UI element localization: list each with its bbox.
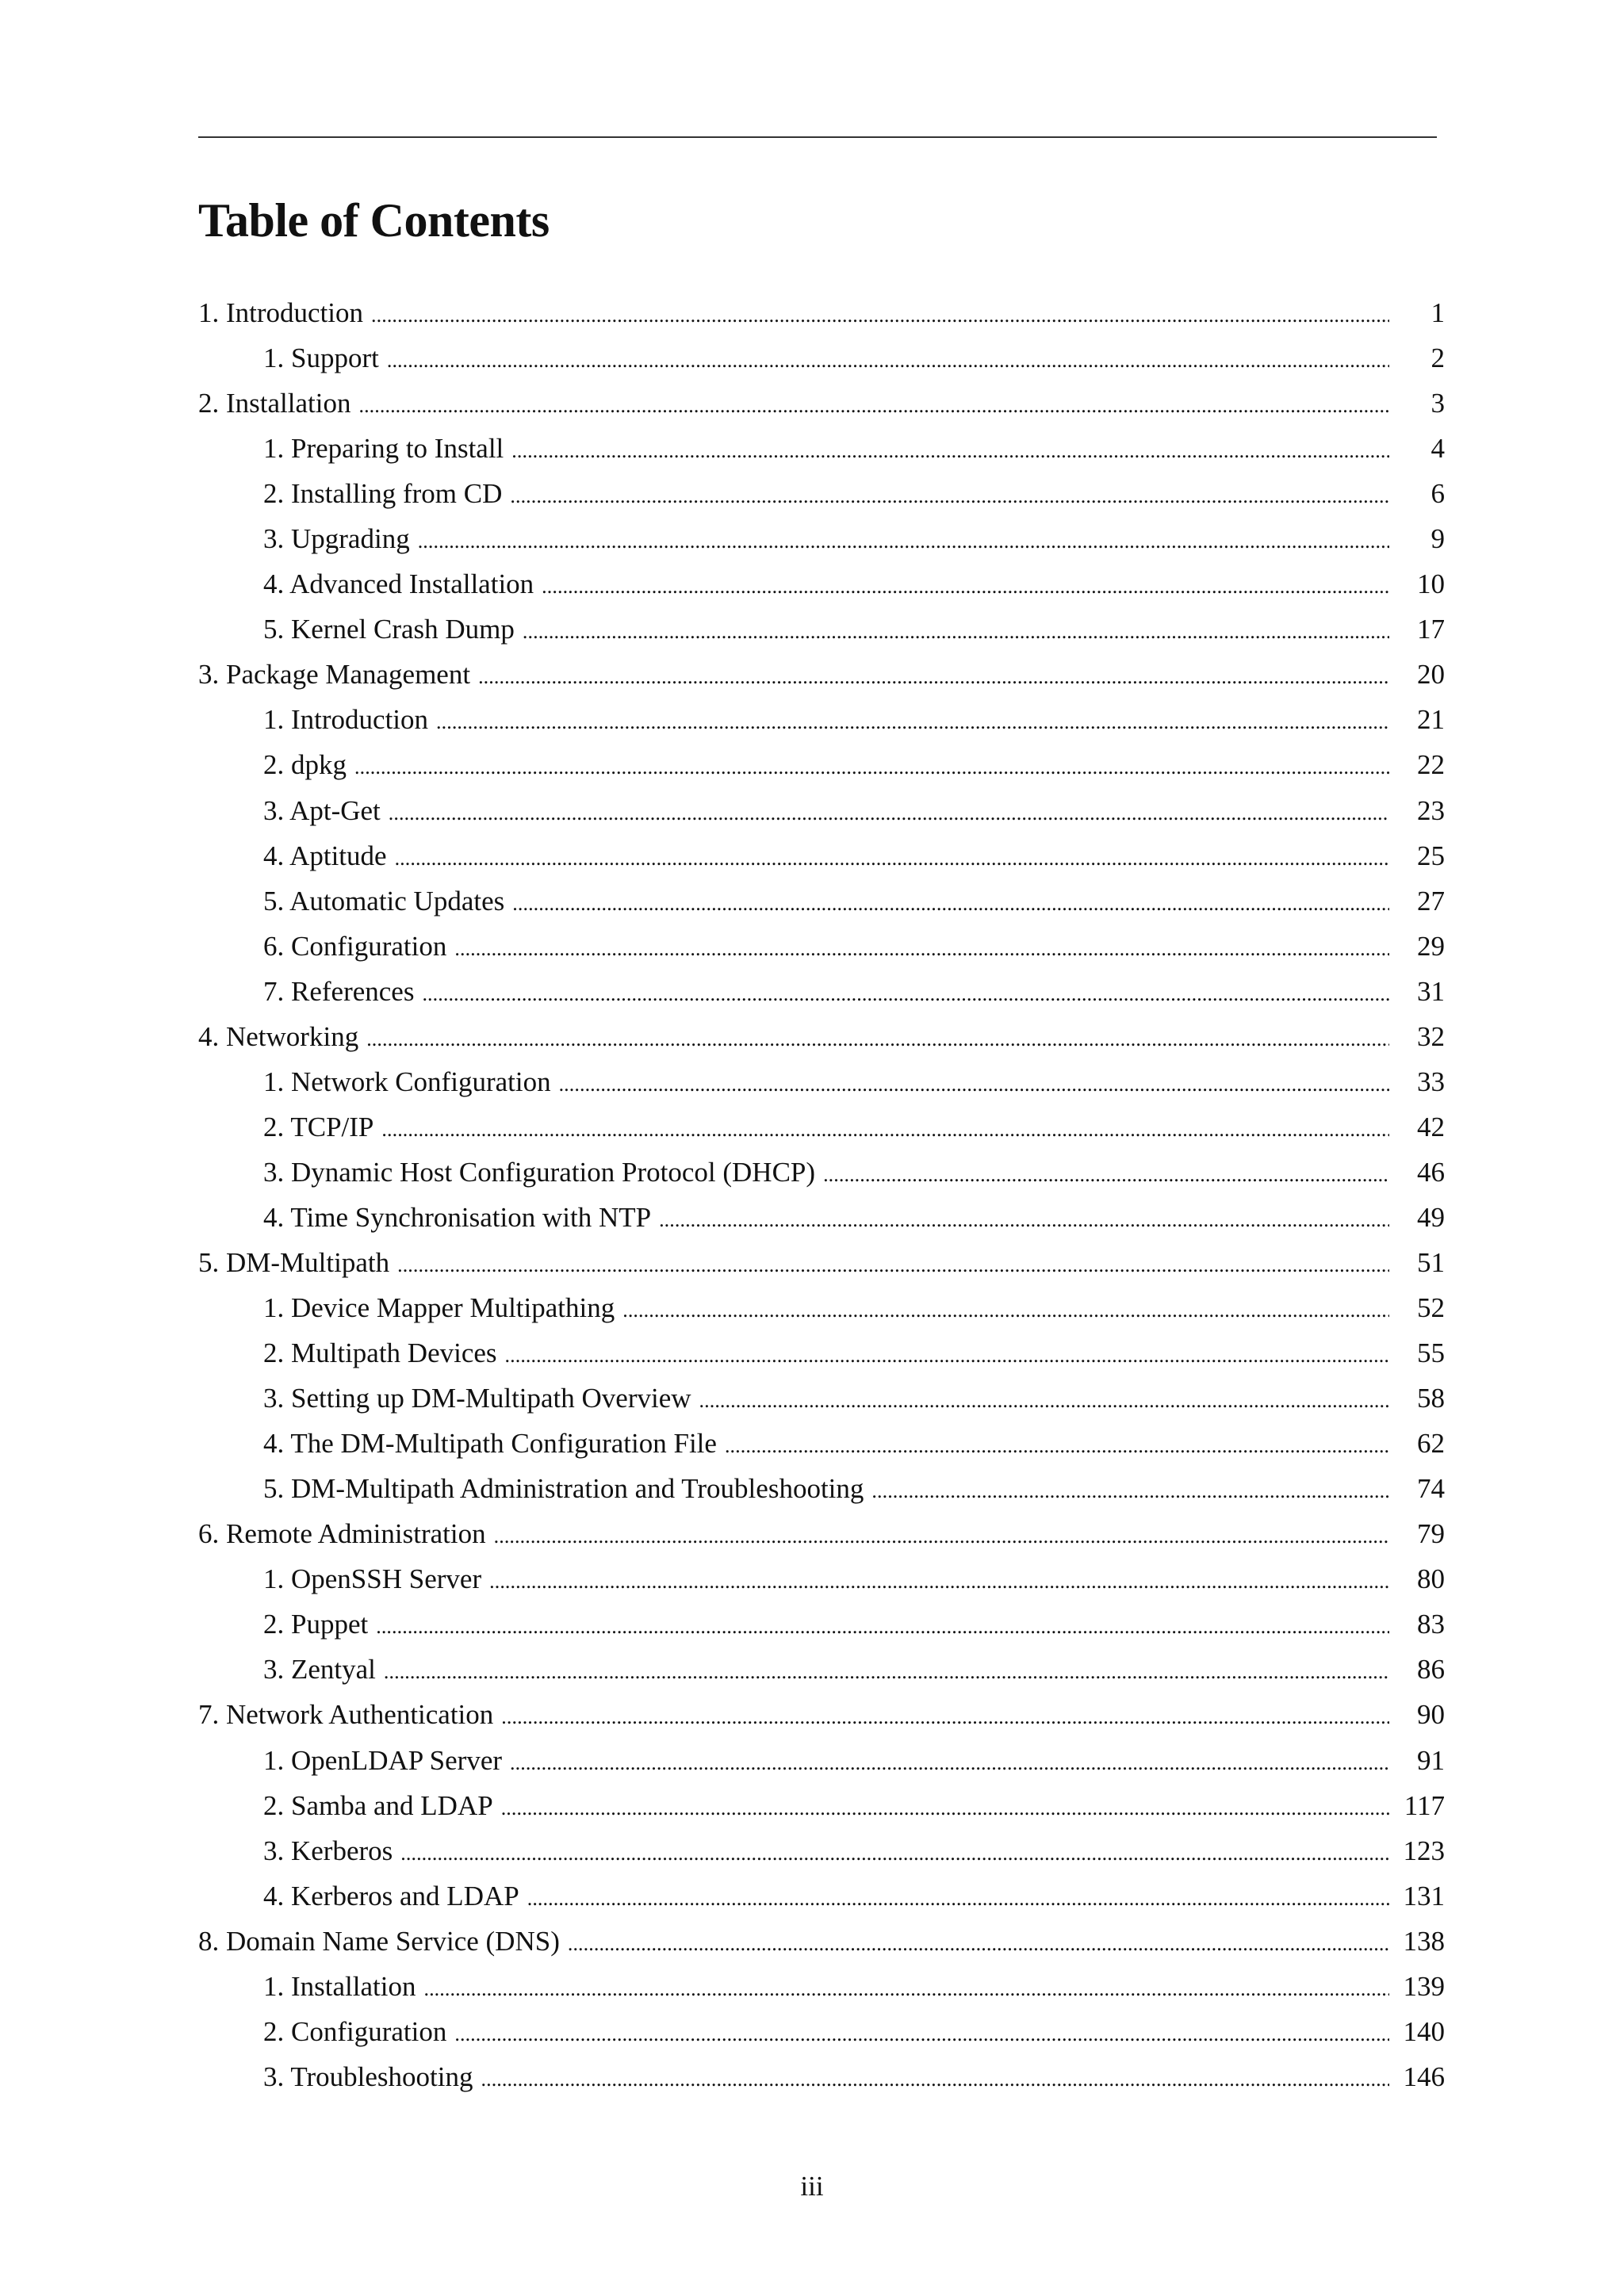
toc-entry-title: 4. Networking [198,1020,359,1052]
toc-entry-title: 4. Aptitude [263,840,387,871]
toc-section-entry[interactable] [198,1783,1445,1828]
toc-entry-page-number: 62 [1417,1428,1445,1460]
toc-dot-leader [542,561,1389,607]
toc-entry-page-number: 9 [1431,523,1445,555]
toc-entry-title: 3. Setting up DM-Multipath Overview [263,1383,691,1414]
toc-dot-leader [527,1873,1389,1919]
toc-dot-leader [400,1828,1389,1873]
toc-entry-page-number: 17 [1417,614,1445,645]
toc-entry-title: 5. Kernel Crash Dump [263,614,515,645]
toc-section-entry[interactable] [198,1059,1445,1104]
toc-dot-leader [568,1919,1389,1964]
toc-dot-leader [481,2054,1390,2099]
toc-section-entry[interactable] [198,1601,1445,1647]
toc-entry-title: 1. Introduction [198,297,364,328]
toc-section-entry[interactable] [198,1466,1445,1511]
toc-dot-leader [354,742,1389,787]
toc-entry-page-number: 25 [1417,840,1445,871]
toc-dot-leader [366,1014,1389,1059]
toc-dot-leader [659,1195,1389,1240]
toc-entry-page-number: 29 [1417,930,1445,962]
toc-section-entry[interactable] [198,516,1445,561]
toc-entry-page-number: 49 [1417,1201,1445,1233]
toc-dot-leader [511,426,1389,471]
toc-entry-page-number: 138 [1403,1925,1445,1957]
toc-entry-page-number: 23 [1417,794,1445,826]
toc-entry-page-number: 117 [1404,1789,1445,1821]
toc-section-entry[interactable] [198,833,1445,878]
toc-section-entry[interactable] [198,607,1445,652]
page-number: iii [800,2171,824,2202]
toc-entry-title: 1. Introduction [263,704,429,736]
toc-dot-leader [423,1964,1389,2009]
toc-section-entry[interactable] [198,1285,1445,1330]
toc-chapter-entry[interactable] [198,290,1445,335]
toc-dot-leader [523,607,1389,652]
toc-dot-leader [422,969,1389,1014]
toc-entry-title: 2. TCP/IP [263,1111,374,1142]
toc-section-entry[interactable] [198,924,1445,969]
page-title: Table of Contents [198,194,550,247]
toc-dot-leader [501,1783,1389,1828]
toc-chapter-entry[interactable] [198,1692,1445,1737]
toc-entry-title: 1. Support [263,342,379,374]
toc-entry-title: 2. Configuration [263,2015,447,2047]
toc-entry-title: 3. Zentyal [263,1654,376,1686]
toc-entry-page-number: 131 [1403,1880,1445,1911]
toc-dot-leader [489,1556,1389,1601]
toc-entry-page-number: 146 [1403,2061,1445,2092]
toc-entry-page-number: 83 [1417,1609,1445,1640]
toc-entry-title: 2. Samba and LDAP [263,1789,493,1821]
toc-dot-leader [454,924,1389,969]
toc-section-entry[interactable] [198,742,1445,787]
toc-section-entry[interactable] [198,561,1445,607]
toc-chapter-entry[interactable] [198,1919,1445,1964]
toc-entry-title: 3. Kerberos [263,1835,393,1866]
toc-section-entry[interactable] [198,1104,1445,1150]
toc-entry-title: 1. OpenLDAP Server [263,1744,503,1776]
toc-entry-title: 2. Installation [198,388,351,419]
toc-section-entry[interactable] [198,426,1445,471]
toc-dot-leader [371,290,1389,335]
toc-entry-title: 4. The DM-Multipath Configuration File [263,1428,717,1460]
toc-section-entry[interactable] [198,969,1445,1014]
toc-entry-page-number: 139 [1403,1970,1445,2002]
toc-chapter-entry[interactable] [198,1014,1445,1059]
toc-entry-title: 7. Network Authentication [198,1699,494,1731]
toc-entry-title: 5. DM-Multipath [198,1246,390,1278]
toc-entry-title: 2. dpkg [263,749,347,781]
toc-entry-title: 1. Preparing to Install [263,433,504,465]
toc-dot-leader [494,1511,1389,1556]
toc-entry-page-number: 2 [1431,342,1445,374]
toc-section-entry[interactable] [198,1964,1445,2009]
toc-dot-leader [512,878,1389,924]
toc-section-entry[interactable] [198,1556,1445,1601]
toc-dot-leader [501,1692,1389,1737]
toc-dot-leader [381,1104,1389,1150]
toc-section-entry[interactable] [198,1330,1445,1376]
toc-entry-page-number: 1 [1431,297,1445,328]
toc-entry-page-number: 42 [1417,1111,1445,1142]
toc-entry-title: 3. Troubleshooting [263,2061,473,2092]
toc-entry-title: 1. Installation [263,1970,416,2002]
toc-chapter-entry[interactable] [198,1511,1445,1556]
toc-dot-leader [395,833,1389,878]
toc-entry-page-number: 91 [1417,1744,1445,1776]
toc-section-entry[interactable] [198,1873,1445,1919]
toc-section-entry[interactable] [198,1647,1445,1692]
toc-entry-page-number: 55 [1417,1337,1445,1369]
toc-chapter-entry[interactable] [198,1240,1445,1285]
toc-entry-title: 8. Domain Name Service (DNS) [198,1925,560,1957]
toc-entry-page-number: 90 [1417,1699,1445,1731]
toc-entry-page-number: 27 [1417,885,1445,916]
toc-entry-title: 4. Kerberos and LDAP [263,1880,519,1911]
toc-entry-title: 1. Device Mapper Multipathing [263,1292,615,1324]
toc-entry-title: 2. Multipath Devices [263,1337,497,1369]
toc-section-entry[interactable] [198,2054,1445,2099]
toc-entry-title: 5. Automatic Updates [263,885,505,916]
toc-entry-title: 2. Puppet [263,1609,369,1640]
toc-dot-leader [436,697,1389,742]
toc-entry-page-number: 140 [1403,2015,1445,2047]
toc-section-entry[interactable] [198,335,1445,381]
toc-section-entry[interactable] [198,1150,1445,1195]
toc-section-entry[interactable] [198,1376,1445,1421]
toc-dot-leader [478,652,1389,697]
toc-dot-leader [358,381,1389,426]
toc-entry-page-number: 74 [1417,1473,1445,1505]
toc-dot-leader [387,335,1389,381]
toc-dot-leader [510,471,1389,516]
toc-entry-title: 4. Advanced Installation [263,568,534,600]
toc-section-entry[interactable] [198,2009,1445,2054]
header-rule [198,136,1437,138]
toc-section-entry[interactable] [198,1828,1445,1873]
toc-entry-page-number: 10 [1417,568,1445,600]
toc-dot-leader [823,1150,1389,1195]
toc-section-entry[interactable] [198,1421,1445,1466]
toc-section-entry[interactable] [198,1195,1445,1240]
toc-dot-leader [699,1376,1389,1421]
toc-entry-title: 4. Time Synchronisation with NTP [263,1201,652,1233]
toc-entry-title: 2. Installing from CD [263,478,503,510]
toc-section-entry[interactable] [198,697,1445,742]
toc-entry-page-number: 20 [1417,659,1445,691]
toc-entry-page-number: 32 [1417,1020,1445,1052]
toc-entry-page-number: 31 [1417,975,1445,1007]
toc-entry-page-number: 6 [1431,478,1445,510]
toc-entry-title: 5. DM-Multipath Administration and Troubleshooting [263,1473,864,1505]
toc-entry-page-number: 80 [1417,1563,1445,1595]
toc-entry-title: 3. Package Management [198,659,471,691]
toc-entry-page-number: 123 [1403,1835,1445,1866]
toc-entry-page-number: 86 [1417,1654,1445,1686]
toc-dot-leader [871,1466,1389,1511]
toc-entry-title: 6. Configuration [263,930,447,962]
table-of-contents [198,290,1445,2099]
toc-dot-leader [725,1421,1389,1466]
toc-dot-leader [389,788,1389,833]
toc-entry-title: 3. Upgrading [263,523,410,555]
toc-entry-title: 1. Network Configuration [263,1066,551,1097]
toc-dot-leader [376,1601,1389,1647]
toc-entry-page-number: 58 [1417,1383,1445,1414]
toc-entry-page-number: 21 [1417,704,1445,736]
toc-section-entry[interactable] [198,788,1445,833]
toc-entry-page-number: 3 [1431,388,1445,419]
toc-dot-leader [559,1059,1389,1104]
toc-entry-page-number: 4 [1431,433,1445,465]
toc-entry-page-number: 79 [1417,1518,1445,1550]
toc-entry-title: 3. Dynamic Host Configuration Protocol (DHCP) [263,1156,816,1188]
toc-entry-page-number: 46 [1417,1156,1445,1188]
toc-dot-leader [622,1285,1389,1330]
toc-dot-leader [510,1738,1389,1783]
toc-entry-page-number: 52 [1417,1292,1445,1324]
toc-section-entry[interactable] [198,471,1445,516]
toc-entry-page-number: 22 [1417,749,1445,781]
toc-dot-leader [505,1330,1389,1376]
toc-entry-page-number: 51 [1417,1246,1445,1278]
toc-section-entry[interactable] [198,1738,1445,1783]
toc-dot-leader [454,2009,1389,2054]
toc-dot-leader [397,1240,1389,1285]
toc-dot-leader [384,1647,1389,1692]
toc-entry-page-number: 33 [1417,1066,1445,1097]
toc-chapter-entry[interactable] [198,652,1445,697]
toc-entry-title: 6. Remote Administration [198,1518,486,1550]
toc-entry-title: 1. OpenSSH Server [263,1563,482,1595]
toc-dot-leader [418,516,1389,561]
toc-entry-title: 3. Apt-Get [263,794,381,826]
toc-entry-title: 7. References [263,975,415,1007]
toc-section-entry[interactable] [198,878,1445,924]
toc-chapter-entry[interactable] [198,381,1445,426]
